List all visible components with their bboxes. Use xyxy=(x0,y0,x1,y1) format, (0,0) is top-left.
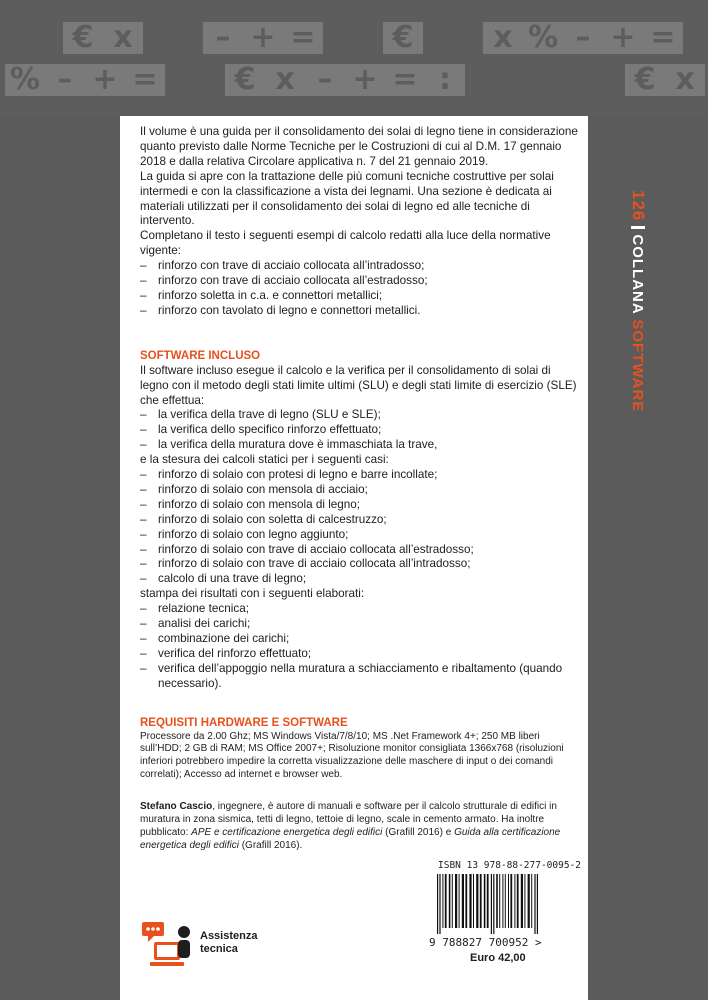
barcode-bar xyxy=(505,874,506,928)
symbol-tile: = xyxy=(125,64,165,96)
list-item: – rinforzo soletta in c.a. e connettori metallici; xyxy=(140,289,580,304)
list-item: – rinforzo di solaio con mensola di acciaio; xyxy=(140,483,580,498)
barcode-bar xyxy=(521,874,523,928)
barcode-bar xyxy=(517,874,519,928)
barcode-bar xyxy=(459,874,460,928)
spine-series: SOFTWARE xyxy=(629,319,646,413)
barcode-bar xyxy=(469,874,471,928)
symbol-tile: x xyxy=(665,64,705,96)
list-item: – rinforzo di solaio con soletta di calcestruzzo; xyxy=(140,513,580,528)
barcode-bar xyxy=(508,874,509,928)
logo-line-1: Assistenza xyxy=(200,930,258,942)
software-paragraph-1: Il software incluso esegue il calcolo e la verifica per il consolidamento di solai di legno con il metodo degli stati limite ultimi (SLU) e degli stati limite di esercizio (SLE) che effettua: xyxy=(140,363,577,407)
list-item: – verifica dell’appoggio nella muratura a schiacciamento e ribaltamento (quando necessario). xyxy=(140,662,580,692)
symbol-tile: – xyxy=(305,64,345,96)
intro-paragraph-3: Completano il testo i seguenti esempi di calcolo redatti alla luce della normative vigente: xyxy=(140,229,551,258)
symbol-tile: = xyxy=(385,64,425,96)
barcode-bar xyxy=(476,874,478,928)
list-item: – rinforzo con trave di acciaio collocata all’estradosso; xyxy=(140,274,580,289)
barcode-bar xyxy=(437,874,438,934)
book-title-2: Guida alla certificazione energetica degli edifici xyxy=(140,827,561,851)
symbol-tile: x xyxy=(265,64,305,96)
symbols-banner xyxy=(0,0,708,116)
author-bio-part-1: , ingegnere, è autore di manuali e software per il calcolo strutturale di edifici in muratura in zona sismica, tetti di legno, tettoie di legno, scale in cemento armato. Ha inoltre pubblicato: xyxy=(140,801,557,838)
software-paragraph-3: stampa dei risultati con i seguenti elaborati: xyxy=(140,587,365,601)
symbol-tile: + xyxy=(603,22,643,54)
symbol-tile: € xyxy=(63,22,103,54)
barcode-bar xyxy=(491,874,492,934)
list-item: – verifica del rinforzo effettuato; xyxy=(140,647,580,662)
symbol-tile: : xyxy=(425,64,465,96)
symbol-tile: = xyxy=(283,22,323,54)
list-item: – rinforzo con trave di acciaio collocata all’intradosso; xyxy=(140,259,580,274)
symbol-tile: % xyxy=(5,64,45,96)
barcode-bar xyxy=(445,874,447,928)
author-bio-part-2: (Grafill 2016) e xyxy=(382,827,455,838)
barcode-digits: 9 788827 700952 > xyxy=(429,936,542,949)
barcode-bar xyxy=(439,874,440,934)
spine-separator xyxy=(631,226,645,229)
barcode-bar xyxy=(537,874,538,934)
requirements-text: Processore da 2.00 Ghz; MS Windows Vista/7/8/10; MS .Net Framework 4+; 250 MB liberi sull’HDD; 2 GB di RAM; MS Office 2007+; Risoluzione monitor consigliata 1366x768 (risoluzioni inferiori potrebbero impedire la corretta visualizzazione delle maschere di input o dei comandi correlati); Accesso ad internet e browser web. xyxy=(140,730,564,780)
list-item: – calcolo di una trave di legno; xyxy=(140,572,580,587)
examples-list xyxy=(140,259,580,319)
cases-list xyxy=(140,468,580,587)
list-item: – combinazione dei carichi; xyxy=(140,632,580,647)
barcode-bar xyxy=(510,874,512,928)
symbol-tile: x xyxy=(483,22,523,54)
price: Euro 42,00 xyxy=(470,952,526,964)
requirements-heading: REQUISITI HARDWARE E SOFTWARE xyxy=(140,716,348,729)
barcode-bar xyxy=(480,874,482,928)
symbol-tile: – xyxy=(45,64,85,96)
barcode-bar xyxy=(442,874,443,928)
author-bio xyxy=(140,800,580,852)
barcode-bar xyxy=(487,874,489,928)
spine-collection: COLLANA xyxy=(629,234,646,315)
software-paragraph-2: e la stesura dei calcoli statici per i seguenti casi: xyxy=(140,453,389,467)
symbol-tile: € xyxy=(383,22,423,54)
barcode-bar xyxy=(499,874,500,928)
barcode-bar xyxy=(531,874,532,928)
logo-caption xyxy=(200,930,257,956)
list-item: – la verifica della trave di legno (SLU e SLE); xyxy=(140,408,580,423)
software-heading: SOFTWARE INCLUSO xyxy=(140,349,261,362)
symbol-tile: x xyxy=(103,22,143,54)
barcode-bar xyxy=(514,874,515,928)
barcode-bar xyxy=(473,874,474,928)
author-bio-part-3: (Grafill 2016). xyxy=(238,840,303,851)
barcode-bar xyxy=(534,874,535,934)
list-item: – rinforzo di solaio con trave di acciaio collocata all’intradosso; xyxy=(140,557,580,572)
list-item: – relazione tecnica; xyxy=(140,602,580,617)
spine-label xyxy=(628,190,668,413)
barcode-bar xyxy=(493,874,494,934)
assistance-logo-icon xyxy=(140,920,196,972)
list-item: – rinforzo di solaio con trave di acciaio collocata all’estradosso; xyxy=(140,543,580,558)
intro-paragraph-2: La guida si apre con la trattazione delle più comuni tecniche costruttive per solai intermedi e con la classificazione a vista dei legnami. Una sezione è dedicata ai materiali utilizzati per il consolidamento dei solai di legno ed alle tecniche di intervento. xyxy=(140,169,554,228)
barcode-bar xyxy=(452,874,453,928)
barcode-bar xyxy=(465,874,467,928)
list-item: – rinforzo di solaio con legno aggiunto; xyxy=(140,528,580,543)
barcode-bar xyxy=(528,874,530,928)
checks-list xyxy=(140,408,580,453)
symbol-tile: – xyxy=(563,22,603,54)
symbol-tile: % xyxy=(523,22,563,54)
outputs-list xyxy=(140,602,580,691)
symbol-tile: – xyxy=(203,22,243,54)
symbol-tile: + xyxy=(243,22,283,54)
symbol-tile: = xyxy=(643,22,683,54)
barcode-bar xyxy=(496,874,498,928)
list-item: – rinforzo di solaio con protesi di legno e barre incollate; xyxy=(140,468,580,483)
list-item: – la verifica della muratura dove è immaschiata la trave, xyxy=(140,438,580,453)
author-name: Stefano Cascio xyxy=(140,801,213,812)
barcode-bar xyxy=(502,874,503,928)
book-title-1: APE e certificazione energetica degli edifici xyxy=(191,827,383,838)
isbn-text: ISBN 13 978-88-277-0095-2 xyxy=(438,860,581,871)
symbol-tile: + xyxy=(345,64,385,96)
barcode-bar xyxy=(484,874,486,928)
list-item: – analisi dei carichi; xyxy=(140,617,580,632)
spine-number: 126 xyxy=(629,190,648,222)
barcode-bar xyxy=(524,874,525,928)
intro-paragraph-1: Il volume è una guida per il consolidamento dei solai di legno tiene in considerazione quanto previsto dalle Norme Tecniche per le Costruzioni di cui al D.M. 17 gennaio 2018 e dalla relativa Circolare applicativa n. 7 del 21 gennaio 2019. xyxy=(140,125,578,168)
list-item: – rinforzo con tavolato di legno e connettori metallici. xyxy=(140,304,580,319)
list-item: – rinforzo di solaio con mensola di legno; xyxy=(140,498,580,513)
logo-line-2: tecnica xyxy=(200,943,238,955)
list-item: – la verifica dello specifico rinforzo effettuato; xyxy=(140,423,580,438)
main-text xyxy=(140,125,580,782)
symbol-tile: € xyxy=(225,64,265,96)
barcode-icon xyxy=(433,874,571,936)
barcode-bar xyxy=(455,874,457,928)
barcode-bar xyxy=(462,874,464,928)
barcode-bar xyxy=(449,874,451,928)
symbol-tile: € xyxy=(625,64,665,96)
symbol-tile: + xyxy=(85,64,125,96)
